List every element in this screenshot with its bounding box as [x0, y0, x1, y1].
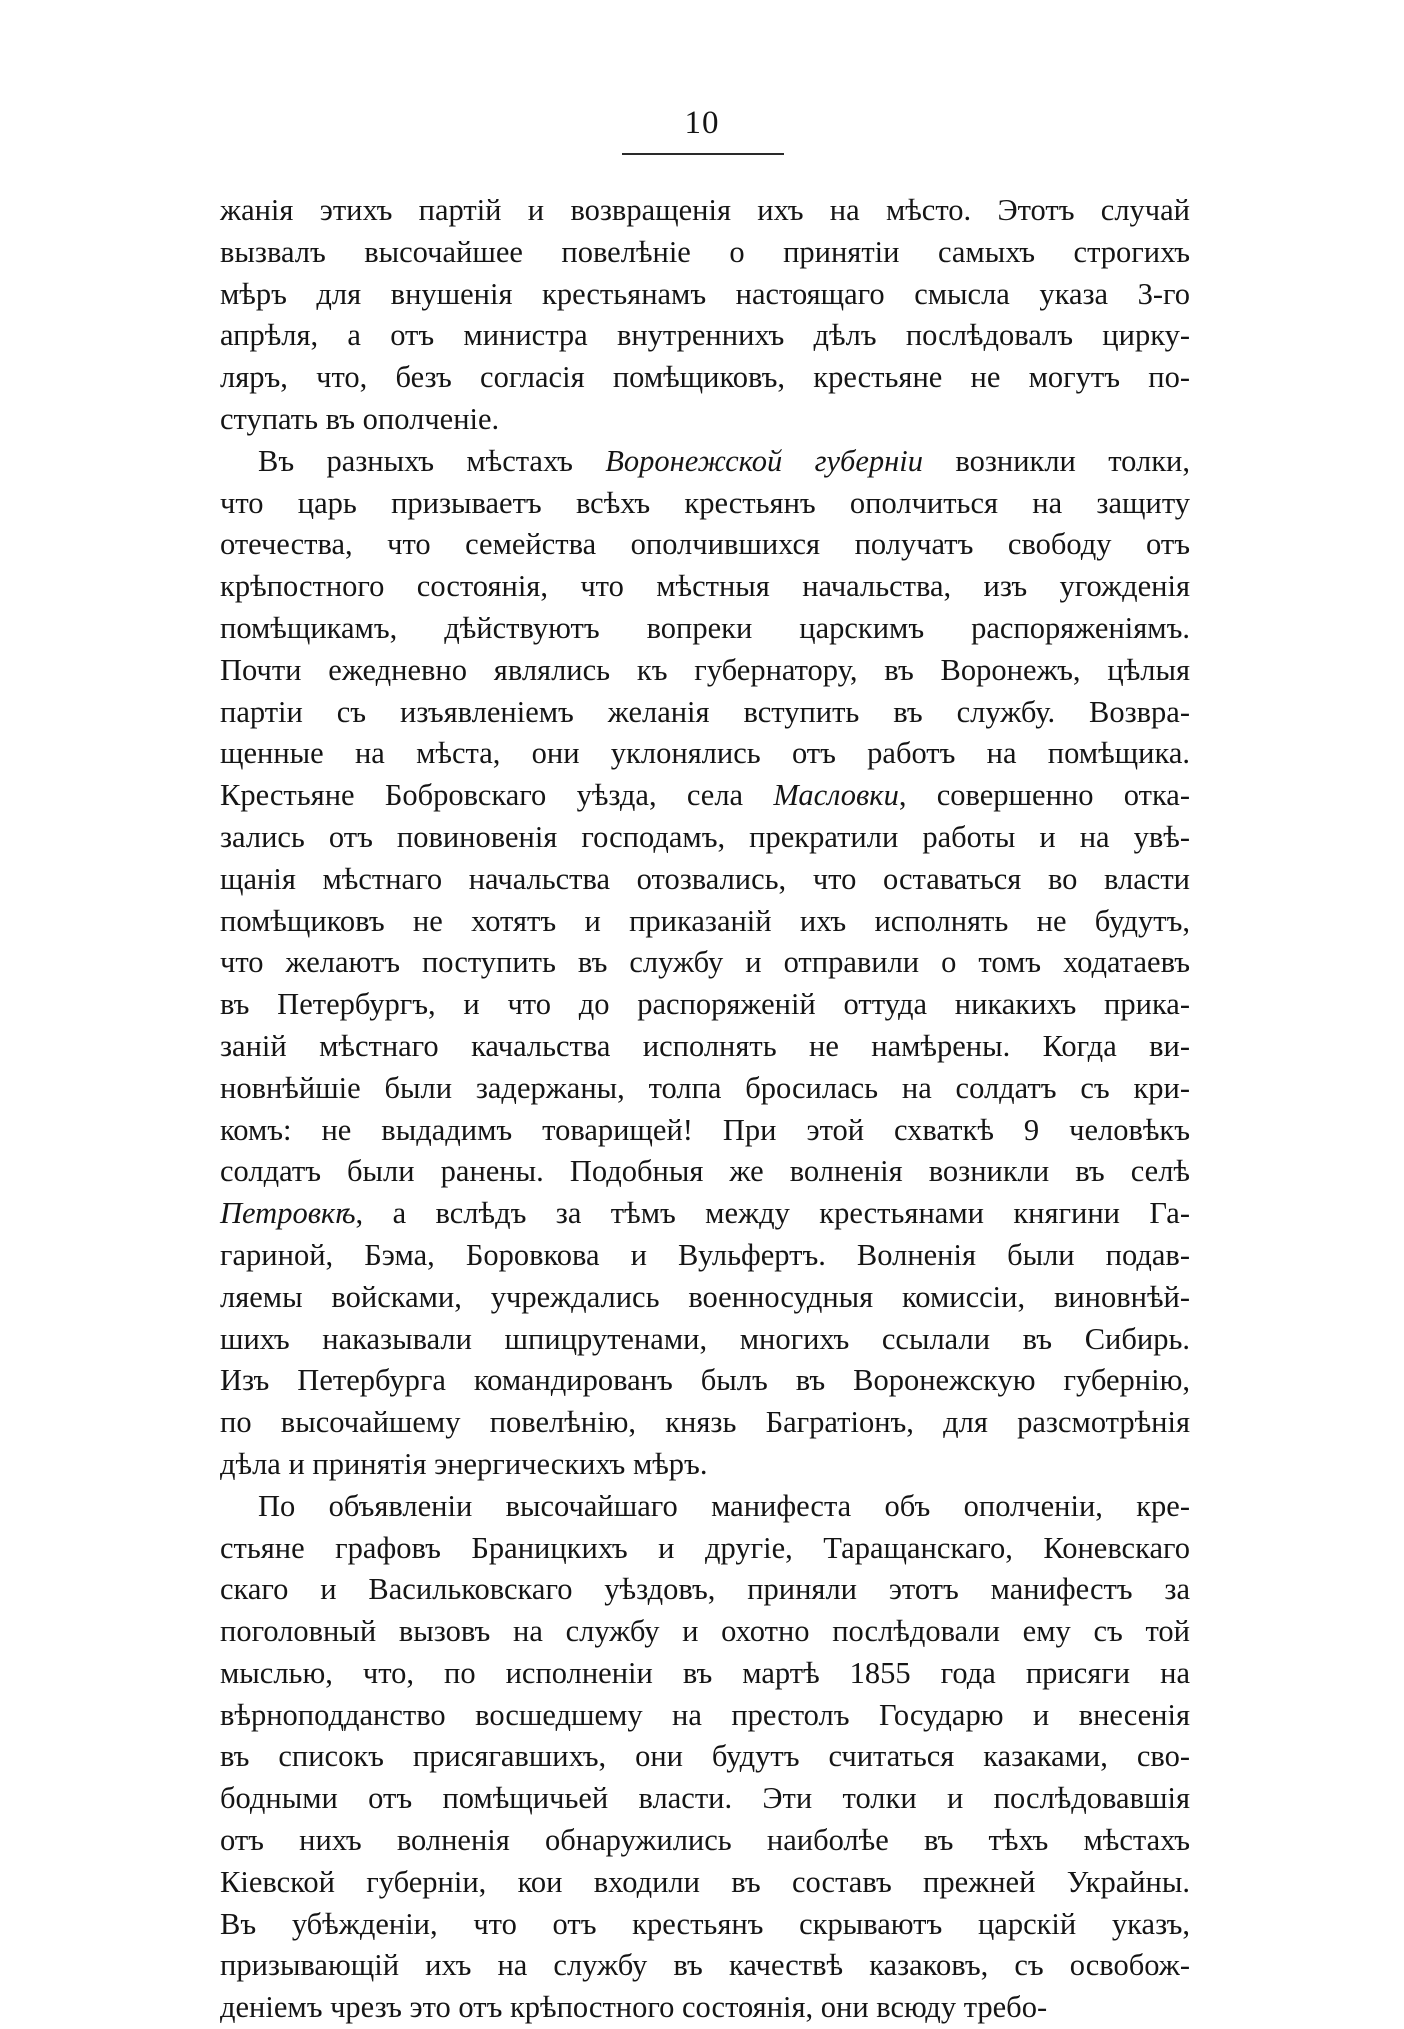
- text-run: заній мѣстнаго качальства исполнять не намѣрены. Когда ви-: [220, 1028, 1190, 1063]
- text-run: щенные на мѣста, они уклонялись отъ работъ на помѣщика.: [220, 736, 1190, 771]
- page-number: 10: [684, 105, 720, 141]
- text-run: апрѣля, а отъ министра внутреннихъ дѣлъ послѣдовалъ цирку-: [220, 318, 1190, 353]
- text-line: [220, 441, 1190, 483]
- text-run: вызвалъ высочайшее повелѣніе о принятіи самыхъ строгихъ: [220, 234, 1190, 269]
- text-line: [220, 692, 1190, 734]
- text-line: [220, 566, 1190, 608]
- text-run: щанія мѣстнаго начальства отозвались, что оставаться во власти: [220, 861, 1190, 896]
- text-run: призывающій ихъ на службу въ качествѣ казаковъ, съ освобож-: [220, 1948, 1190, 1983]
- text-line: [220, 1026, 1190, 1068]
- text-run: помѣщиковъ не хотятъ и приказаній ихъ исполнять не будутъ,: [220, 903, 1190, 938]
- text-run: ступать въ ополченіе.: [220, 401, 500, 436]
- text-line: [220, 1444, 1190, 1486]
- text-line: [220, 1569, 1190, 1611]
- text-run: деніемъ чрезъ это отъ крѣпостного состоянія, они всюду требо-: [220, 1990, 1048, 2025]
- text-run: въ Петербургъ, и что до распоряженій оттуда никакихъ прика-: [220, 987, 1190, 1022]
- text-run: помѣщикамъ, дѣйствуютъ вопреки царскимъ распоряженіямъ.: [220, 610, 1190, 645]
- paragraph: [220, 190, 1190, 441]
- text-line: [220, 1904, 1190, 1946]
- text-run: въ списокъ присягавшихъ, они будутъ считаться казаками, сво-: [220, 1739, 1190, 1774]
- text-run: мѣръ для внушенія крестьянамъ настоящаго смысла указа 3-го: [220, 276, 1190, 311]
- text-run: поголовный вызовъ на службу и охотно послѣдовали ему съ той: [220, 1614, 1190, 1649]
- text-line: [220, 608, 1190, 650]
- text-line: [220, 817, 1190, 859]
- text-run: по высочайшему повелѣнію, князь Багратіонъ, для разсмотрѣнія: [220, 1405, 1190, 1440]
- text-run: что желаютъ поступить въ службу и отправили о томъ ходатаевъ: [220, 945, 1190, 980]
- text-line: [220, 1068, 1190, 1110]
- text-run: Въ убѣжденіи, что отъ крестьянъ скрываютъ царскій указъ,: [220, 1906, 1190, 1941]
- text-line: [220, 859, 1190, 901]
- text-line: [220, 650, 1190, 692]
- text-run: Кіевской губерніи, кои входили въ составъ прежней Украйны.: [220, 1864, 1190, 1899]
- text-line: [220, 357, 1190, 399]
- text-line: [220, 1110, 1190, 1152]
- text-line: [220, 483, 1190, 525]
- text-run: солдатъ были ранены. Подобныя же волненія возникли въ селѣ: [220, 1154, 1190, 1189]
- text-body: [220, 190, 1190, 2029]
- text-line: [220, 733, 1190, 775]
- text-line: [220, 1778, 1190, 1820]
- text-run: ляемы войсками, учреждались военносудныя комиссіи, виновнѣй-: [220, 1279, 1190, 1314]
- text-run: Въ разныхъ мѣстахъ: [258, 443, 606, 478]
- text-line: [220, 1235, 1190, 1277]
- text-line: [220, 190, 1190, 232]
- text-run: гариной, Бэма, Боровкова и Вульфертъ. Волненія были подав-: [220, 1237, 1190, 1272]
- text-run: По объявленіи высочайшаго манифеста объ ополченіи, кре-: [258, 1488, 1190, 1523]
- text-line: [220, 1486, 1190, 1528]
- text-run: отъ нихъ волненія обнаружились наиболѣе въ тѣхъ мѣстахъ: [220, 1823, 1190, 1858]
- paragraph: [220, 1486, 1190, 2029]
- text-run: ляръ, что, безъ согласія помѣщиковъ, крестьяне не могутъ по-: [220, 360, 1190, 395]
- text-line: [220, 901, 1190, 943]
- text-run: Крестьяне Бобровскаго уѣзда, села: [220, 778, 774, 813]
- text-run: возникли толки,: [923, 443, 1191, 478]
- text-line: [220, 1862, 1190, 1904]
- text-line: [220, 524, 1190, 566]
- text-line: [220, 1319, 1190, 1361]
- text-run: Почти ежедневно являлись къ губернатору, въ Воронежъ, цѣлыя: [220, 652, 1190, 687]
- text-run: дѣла и принятія энергическихъ мѣръ.: [220, 1446, 708, 1481]
- text-line: [220, 315, 1190, 357]
- text-line: [220, 1653, 1190, 1695]
- text-line: [220, 984, 1190, 1026]
- text-line: [220, 1695, 1190, 1737]
- text-line: [220, 1945, 1190, 1987]
- text-run: комъ: не выдадимъ товарищей! При этой схваткѣ 9 человѣкъ: [220, 1112, 1190, 1147]
- text-line: [220, 1277, 1190, 1319]
- text-run: мыслью, что, по исполненіи въ мартѣ 1855 года присяги на: [220, 1655, 1190, 1690]
- text-run: отечества, что семейства ополчившихся получатъ свободу отъ: [220, 527, 1190, 562]
- text-run: стьяне графовъ Браницкихъ и другіе, Таращанскаго, Коневскаго: [220, 1530, 1190, 1565]
- text-line: [220, 1987, 1190, 2029]
- text-line: [220, 942, 1190, 984]
- text-line: [220, 1736, 1190, 1778]
- text-line: [220, 775, 1190, 817]
- italic-text-run: Воронежской губерніи: [605, 443, 924, 478]
- text-run: что царь призываетъ всѣхъ крестьянъ ополчиться на защиту: [220, 485, 1190, 520]
- text-run: шихъ наказывали шпицрутенами, многихъ ссылали въ Сибирь.: [220, 1321, 1190, 1356]
- text-run: новнѣйшіе были задержаны, толпа бросилась на солдатъ съ кри-: [220, 1070, 1190, 1105]
- header-rule: [622, 153, 784, 155]
- text-line: [220, 1402, 1190, 1444]
- text-run: скаго и Васильковскаго уѣздовъ, приняли этотъ манифестъ за: [220, 1572, 1190, 1607]
- text-line: [220, 1193, 1190, 1235]
- text-line: [220, 1360, 1190, 1402]
- text-line: [220, 232, 1190, 274]
- text-run: зались отъ повиновенія господамъ, прекратили работы и на увѣ-: [220, 819, 1190, 854]
- italic-text-run: Масловки: [773, 778, 899, 813]
- text-line: [220, 274, 1190, 316]
- text-run: вѣрноподданство восшедшему на престолъ Государю и внесенія: [220, 1697, 1190, 1732]
- text-run: , а вслѣдъ за тѣмъ между крестьянами княгини Га-: [355, 1196, 1190, 1231]
- text-line: [220, 1528, 1190, 1570]
- text-line: [220, 1151, 1190, 1193]
- text-run: Изъ Петербурга командированъ былъ въ Воронежскую губернію,: [220, 1363, 1190, 1398]
- text-run: жанія этихъ партій и возвращенія ихъ на мѣсто. Этотъ случай: [220, 193, 1190, 227]
- text-line: [220, 1611, 1190, 1653]
- paragraph: [220, 441, 1190, 1486]
- text-run: крѣпостного состоянія, что мѣстныя начальства, изъ угожденія: [220, 569, 1190, 604]
- text-line: [220, 1820, 1190, 1862]
- text-run: партіи съ изъявленіемъ желанія вступить въ службу. Возвра-: [220, 694, 1190, 729]
- text-line: [220, 399, 1190, 441]
- text-run: бодными отъ помѣщичьей власти. Эти толки и послѣдовавшія: [220, 1781, 1190, 1816]
- italic-text-run: Петровкѣ: [220, 1196, 356, 1231]
- text-run: , совершенно отка-: [898, 778, 1190, 813]
